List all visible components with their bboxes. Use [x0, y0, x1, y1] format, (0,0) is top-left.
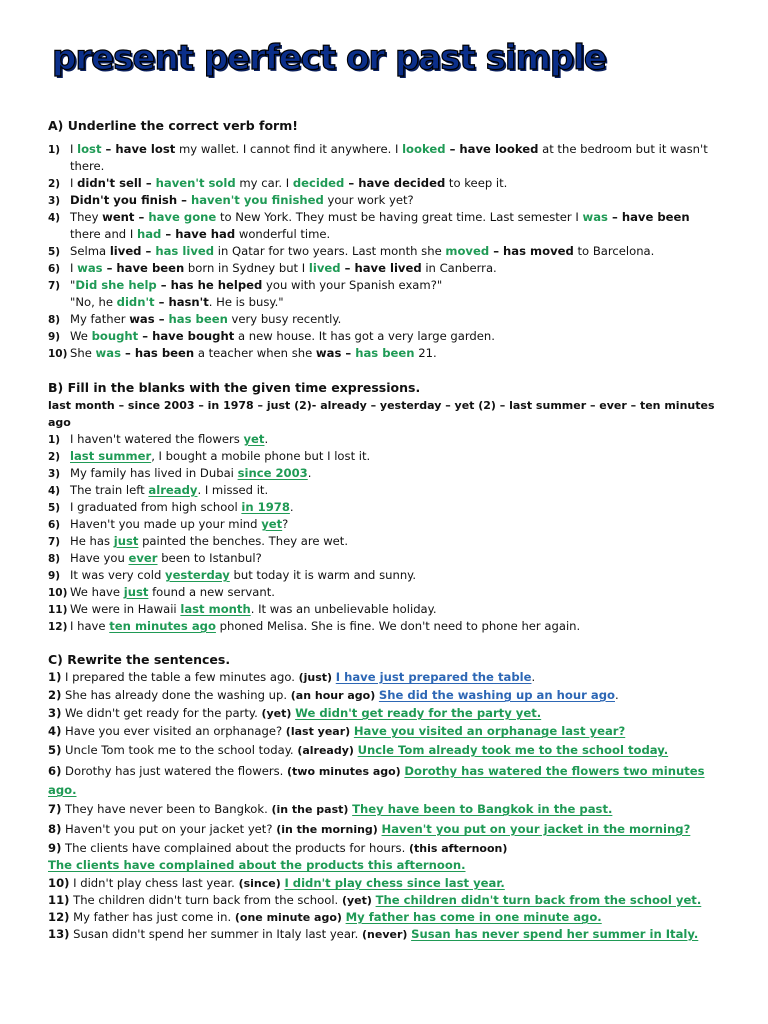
item-text: . It was an unbelievable holiday.: [250, 602, 437, 616]
c-item: [48, 669, 535, 686]
answer: Dorothy has watered the flowers two minutes: [404, 764, 705, 778]
item-text: Have you: [70, 551, 129, 565]
hint: (yet): [261, 707, 292, 720]
section-b-expressions: last month – since 2003 – in 1978 – just (2)- already – yesterday – yet (2) – last summer – ever – ten minutes ago: [48, 399, 715, 429]
section-b-heading: B) Fill in the blanks with the given time expressions.: [48, 380, 421, 395]
answer: ten minutes ago: [109, 619, 216, 633]
hint: (yet): [341, 894, 372, 907]
a-item-10: 10) She was – has been a teacher when she was – has been 21.: [48, 346, 437, 360]
a-item-9: 9) We bought – have bought a new house. It has got a very large garden.: [48, 329, 495, 343]
c-item: [48, 687, 619, 704]
item-number: 9): [48, 841, 62, 855]
c-item: [48, 705, 541, 722]
answer: yet: [261, 517, 283, 531]
answer: ago.: [48, 783, 77, 797]
answer: They have been to Bangkok in the past.: [352, 802, 613, 816]
item-text: They have never been to Bangkok.: [61, 802, 272, 816]
item-text: .: [531, 670, 536, 684]
item-text: .: [264, 432, 269, 446]
b-item: [48, 533, 348, 551]
a-item-6: 6) I was – have been born in Sydney but I lived – have lived in Canberra.: [48, 261, 497, 275]
item-text: She has already done the washing up.: [61, 688, 291, 702]
a-item-1-cont: there.: [70, 159, 105, 173]
item-number: 8): [48, 822, 62, 836]
a-item-2: 2) I didn't sell – haven't sold my car. I decided – have decided to keep it.: [48, 176, 508, 190]
b-item: [48, 516, 288, 534]
item-number: 7): [48, 536, 61, 548]
answer: The clients have complained about the products this afternoon.: [48, 858, 466, 872]
answer: last summer: [70, 449, 152, 463]
c-item: [48, 821, 690, 838]
item-text: .: [307, 466, 312, 480]
hint: (already): [297, 744, 354, 757]
answer: Uncle Tom already took me to the school today.: [357, 743, 669, 757]
item-text: The children didn't turn back from the school.: [69, 893, 342, 907]
item-text: We were in Hawaii: [70, 602, 181, 616]
c-item: [48, 723, 625, 740]
b-item: [48, 567, 416, 585]
a-item-7: 7) "Did she help – has he helped you with your Spanish exam?": [48, 278, 443, 292]
answer: last month: [180, 602, 251, 616]
item-number: 5): [48, 743, 62, 757]
item-text: Dorothy has just watered the flowers.: [61, 764, 287, 778]
c-item: [48, 875, 505, 892]
b-item: [48, 618, 580, 636]
hint: (in the morning): [276, 823, 378, 836]
item-text: I graduated from high school: [70, 500, 242, 514]
c-item: [48, 763, 705, 780]
item-number: 7): [48, 802, 62, 816]
item-number: 11): [48, 893, 70, 907]
item-number: 2): [48, 688, 62, 702]
answer: Susan has never spend her summer in Italy.: [411, 927, 699, 941]
item-number: 11): [48, 604, 68, 616]
a-item-4-cont: there and I had – have had wonderful time.: [70, 227, 331, 241]
item-text: I have: [70, 619, 110, 633]
item-text: phoned Melisa. She is fine. We don't need to phone her again.: [215, 619, 581, 633]
item-text: My father has just come in.: [69, 910, 235, 924]
c-item-answer-line: [48, 857, 466, 874]
c-item: [48, 742, 668, 759]
c-item-answer-cont: [48, 782, 77, 799]
b-item: [48, 584, 275, 602]
item-number: 12): [48, 910, 70, 924]
a-item-7-cont: "No, he didn't – hasn't. He is busy.": [70, 295, 284, 309]
c-item: [48, 892, 701, 909]
item-text: We didn't get ready for the party.: [61, 706, 262, 720]
item-number: 2): [48, 451, 61, 463]
item-number: 6): [48, 764, 62, 778]
item-text: . I missed it.: [197, 483, 269, 497]
item-text: I didn't play chess last year.: [69, 876, 239, 890]
item-number: 1): [48, 670, 62, 684]
answer: My father has come in one minute ago.: [345, 910, 602, 924]
item-text: I prepared the table a few minutes ago.: [61, 670, 299, 684]
item-text: The clients have complained about the products for hours.: [61, 841, 409, 855]
item-text: Susan didn't spend her summer in Italy last year.: [69, 927, 362, 941]
a-item-5: 5) Selma lived – has lived in Qatar for two years. Last month she moved – has moved to Barcelona.: [48, 244, 655, 258]
item-number: 12): [48, 621, 68, 633]
section-a-heading: A) Underline the correct verb form!: [48, 118, 298, 133]
page-title: present perfect or past simple: [52, 38, 606, 78]
b-item: [48, 550, 262, 568]
item-text: , I bought a mobile phone but I lost it.: [151, 449, 371, 463]
item-number: 9): [48, 570, 61, 582]
answer: Have you visited an orphanage last year?: [353, 724, 626, 738]
b-item: [48, 465, 311, 483]
item-number: 3): [48, 468, 61, 480]
item-text: My family has lived in Dubai: [70, 466, 238, 480]
item-text: .: [289, 500, 294, 514]
answer: The children didn't turn back from the school yet.: [375, 893, 702, 907]
c-item: [48, 909, 602, 926]
answer: She did the washing up an hour ago: [378, 688, 615, 702]
answer: We didn't get ready for the party yet.: [295, 706, 542, 720]
answer: yet: [243, 432, 265, 446]
item-number: 10): [48, 587, 68, 599]
item-text: .: [614, 688, 619, 702]
b-item: [48, 431, 268, 449]
answer: Haven't you put on your jacket in the morning?: [381, 822, 691, 836]
c-item: [48, 840, 507, 857]
hint: (an hour ago): [290, 689, 376, 702]
item-text: ?: [282, 517, 289, 531]
hint: (this afternoon): [408, 842, 508, 855]
b-item: [48, 448, 370, 466]
hint: (last year): [285, 725, 351, 738]
item-text: painted the benches. They are wet.: [138, 534, 349, 548]
item-number: 3): [48, 706, 62, 720]
answer: just: [113, 534, 139, 548]
item-text: Haven't you put on your jacket yet?: [61, 822, 277, 836]
item-text: The train left: [70, 483, 149, 497]
item-text: Uncle Tom took me to the school today.: [61, 743, 298, 757]
hint: (never): [362, 928, 408, 941]
answer: I have just prepared the table: [335, 670, 532, 684]
item-number: 5): [48, 502, 61, 514]
item-text: but today it is warm and sunny.: [229, 568, 417, 582]
item-text: been to Istanbul?: [157, 551, 262, 565]
answer: since 2003: [237, 466, 308, 480]
hint: (in the past): [271, 803, 349, 816]
answer: just: [123, 585, 149, 599]
answer: ever: [128, 551, 158, 565]
answer: I didn't play chess since last year.: [284, 876, 505, 890]
answer: in 1978: [241, 500, 290, 514]
hint: (just): [298, 671, 333, 684]
item-text: found a new servant.: [148, 585, 275, 599]
item-text: We have: [70, 585, 124, 599]
hint: (since): [238, 877, 281, 890]
item-number: 13): [48, 927, 70, 941]
item-number: 1): [48, 434, 61, 446]
answer: yesterday: [165, 568, 230, 582]
b-item: [48, 482, 268, 500]
a-item-3: 3) Didn't you finish – haven't you finished your work yet?: [48, 193, 414, 207]
item-number: 6): [48, 519, 61, 531]
section-c-heading: C) Rewrite the sentences.: [48, 652, 231, 667]
item-text: Haven't you made up your mind: [70, 517, 262, 531]
answer: already: [148, 483, 198, 497]
a-item-1: 1) I lost – have lost my wallet. I cannot find it anywhere. I looked – have looked at the bedroom but it wasn't: [48, 142, 708, 156]
item-text: He has: [70, 534, 114, 548]
b-item: [48, 499, 294, 517]
a-item-8: 8) My father was – has been very busy recently.: [48, 312, 342, 326]
item-number: 8): [48, 553, 61, 565]
hint: (one minute ago): [234, 911, 342, 924]
a-item-4: 4) They went – have gone to New York. They must be having great time. Last semester I was – have been: [48, 210, 690, 224]
item-number: 4): [48, 485, 61, 497]
item-text: It was very cold: [70, 568, 166, 582]
b-item: [48, 601, 437, 619]
item-text: I haven't watered the flowers: [70, 432, 244, 446]
c-item: [48, 801, 612, 818]
hint: (two minutes ago): [287, 765, 401, 778]
item-number: 10): [48, 876, 70, 890]
item-number: 4): [48, 724, 62, 738]
item-text: Have you ever visited an orphanage?: [61, 724, 286, 738]
c-item: [48, 926, 698, 943]
